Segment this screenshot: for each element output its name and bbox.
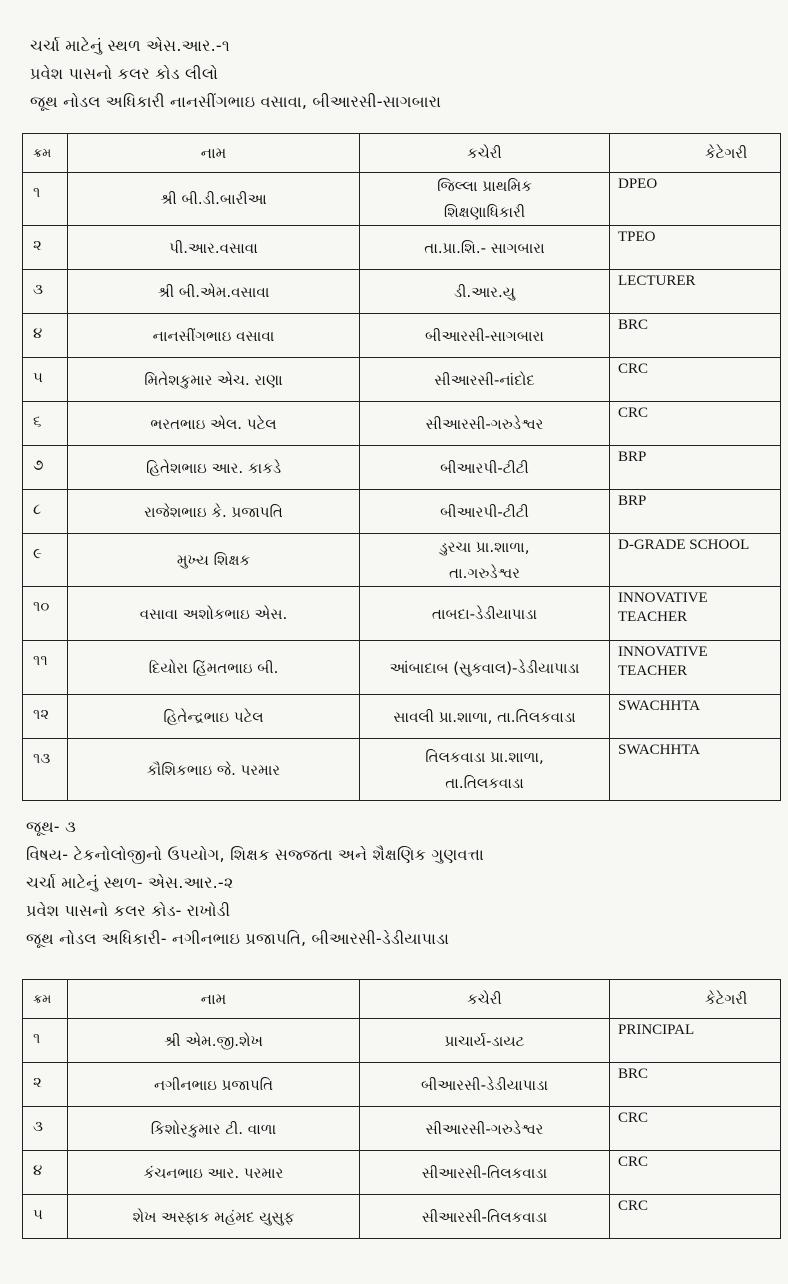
table-header-row bbox=[23, 980, 781, 1019]
row-name: રાજેશભાઇ કે. પ્રજાપતિ bbox=[68, 490, 360, 534]
row-name: મુખ્ય શિક્ષક bbox=[68, 534, 360, 587]
row-category: CRC bbox=[610, 1151, 781, 1195]
header-name: નામ bbox=[68, 134, 360, 173]
row-name: હિતેન્દ્રભાઇ પટેલ bbox=[68, 695, 360, 739]
row-category: BRP bbox=[610, 446, 781, 490]
participants-table-1 bbox=[22, 133, 781, 801]
row-category: INNOVATIVE TEACHER bbox=[610, 641, 781, 695]
table-row bbox=[23, 1195, 781, 1239]
header-office: કચેરી bbox=[360, 134, 610, 173]
row-number: ૮ bbox=[23, 490, 68, 534]
table-row bbox=[23, 173, 781, 226]
row-category: CRC bbox=[610, 402, 781, 446]
row-office: સીઆરસી-તિલકવાડા bbox=[360, 1151, 610, 1195]
row-number: ૫ bbox=[23, 358, 68, 402]
row-office: સીઆરસી-ગરુડેશ્વર bbox=[360, 402, 610, 446]
row-name: શેખ અસ્ફાક મહંમદ યુસુફ bbox=[68, 1195, 360, 1239]
row-number: ૯ bbox=[23, 534, 68, 587]
row-name: ભરતભાઇ એલ. પટેલ bbox=[68, 402, 360, 446]
row-office: સીઆરસી-ગરુડેશ્વર bbox=[360, 1107, 610, 1151]
row-office: બીઆરપી-ટીટી bbox=[360, 490, 610, 534]
row-office: તા.પ્રા.શિ.- સાગબારા bbox=[360, 226, 610, 270]
nodal-officer-line-2: જૂથ નોડલ અધિકારી- નગીનભાઇ પ્રજાપતિ, બીઆરસી-ડેડીયાપાડા bbox=[26, 929, 450, 948]
pass-color-line-1: પ્રવેશ પાસનો કલર કોડ લીલો bbox=[30, 64, 219, 83]
table-row bbox=[23, 1019, 781, 1063]
row-name: કિશોરકુમાર ટી. વાળા bbox=[68, 1107, 360, 1151]
row-office: બીઆરસી-ડેડીયાપાડા bbox=[360, 1063, 610, 1107]
table-row bbox=[23, 1151, 781, 1195]
row-office: સાવલી પ્રા.શાળા, તા.તિલકવાડા bbox=[360, 695, 610, 739]
nodal-officer-line-1: જૂથ નોડલ અધિકારી નાનસીંગભાઇ વસાવા, બીઆરસી-સાગબારા bbox=[30, 92, 442, 111]
row-name: વસાવા અશોકભાઇ એસ. bbox=[68, 587, 360, 641]
table-row bbox=[23, 446, 781, 490]
row-number: ૨ bbox=[23, 1063, 68, 1107]
row-office: બીઆરસી-સાગબારા bbox=[360, 314, 610, 358]
table-row bbox=[23, 1063, 781, 1107]
row-category: SWACHHTA bbox=[610, 695, 781, 739]
header-category: કેટેગરી bbox=[610, 134, 781, 173]
row-number: ૧૦ bbox=[23, 587, 68, 641]
row-number: ૪ bbox=[23, 314, 68, 358]
row-category: INNOVATIVE TEACHER bbox=[610, 587, 781, 641]
pass-color-line-2: પ્રવેશ પાસનો કલર કોડ- રાખોડી bbox=[26, 901, 231, 920]
table-row bbox=[23, 314, 781, 358]
row-category: SWACHHTA bbox=[610, 739, 781, 801]
group-line: જૂથ- ૩ bbox=[26, 817, 76, 836]
row-office: સીઆરસી-તિલકવાડા bbox=[360, 1195, 610, 1239]
row-category: CRC bbox=[610, 1195, 781, 1239]
table-row bbox=[23, 270, 781, 314]
row-number: ૨ bbox=[23, 226, 68, 270]
header-num: ક્રમ bbox=[23, 134, 68, 173]
row-office: તિલકવાડા પ્રા.શાળા, તા.તિલકવાડા bbox=[360, 739, 610, 801]
row-name: શ્રી બી.એમ.વસાવા bbox=[68, 270, 360, 314]
subject-line: વિષય- ટેકનોલોજીનો ઉપયોગ, શિક્ષક સજ્જતા અને શૈક્ષણિક ગુણવત્તા bbox=[26, 845, 484, 864]
row-category: D-GRADE SCHOOL bbox=[610, 534, 781, 587]
row-number: ૧ bbox=[23, 173, 68, 226]
row-name: નાનસીંગભાઇ વસાવા bbox=[68, 314, 360, 358]
header-office: કચેરી bbox=[360, 980, 610, 1019]
row-office: ડુરચા પ્રા.શાળા, તા.ગરુડેશ્વર bbox=[360, 534, 610, 587]
table-header-row bbox=[23, 134, 781, 173]
row-category: CRC bbox=[610, 358, 781, 402]
row-number: ૩ bbox=[23, 1107, 68, 1151]
row-category: BRC bbox=[610, 1063, 781, 1107]
table-row bbox=[23, 587, 781, 641]
row-number: ૧૨ bbox=[23, 695, 68, 739]
venue-line-2: ચર્ચા માટેનું સ્થળ- એસ.આર.-૨ bbox=[26, 873, 234, 892]
row-office: ડી.આર.યુ bbox=[360, 270, 610, 314]
table-row bbox=[23, 402, 781, 446]
table-row bbox=[23, 358, 781, 402]
row-number: ૩ bbox=[23, 270, 68, 314]
venue-line-1: ચર્ચા માટેનું સ્થળ એસ.આર.-૧ bbox=[30, 36, 230, 55]
table-row bbox=[23, 490, 781, 534]
table-row bbox=[23, 226, 781, 270]
table-row bbox=[23, 1107, 781, 1151]
row-number: ૪ bbox=[23, 1151, 68, 1195]
row-name: કૌશિકભાઇ જે. પરમાર bbox=[68, 739, 360, 801]
row-category: CRC bbox=[610, 1107, 781, 1151]
row-number: ૧ bbox=[23, 1019, 68, 1063]
table-row bbox=[23, 695, 781, 739]
row-office: તાબદા-ડેડીયાપાડા bbox=[360, 587, 610, 641]
row-name: નગીનભાઇ પ્રજાપતિ bbox=[68, 1063, 360, 1107]
row-number: ૬ bbox=[23, 402, 68, 446]
row-office: જિલ્લા પ્રાથમિક શિક્ષણાધિકારી bbox=[360, 173, 610, 226]
row-name: કંચનભાઇ આર. પરમાર bbox=[68, 1151, 360, 1195]
header-name: નામ bbox=[68, 980, 360, 1019]
row-category: BRC bbox=[610, 314, 781, 358]
row-category: PRINCIPAL bbox=[610, 1019, 781, 1063]
table-row bbox=[23, 739, 781, 801]
row-category: LECTURER bbox=[610, 270, 781, 314]
table-row bbox=[23, 641, 781, 695]
header-category: કેટેગરી bbox=[610, 980, 781, 1019]
row-category: BRP bbox=[610, 490, 781, 534]
header-num: ક્રમ bbox=[23, 980, 68, 1019]
row-number: ૭ bbox=[23, 446, 68, 490]
row-name: શ્રી બી.ડી.બારીઆ bbox=[68, 173, 360, 226]
row-office: પ્રાચાર્ય-ડાયટ bbox=[360, 1019, 610, 1063]
row-name: હિતેશભાઇ આર. કાકડે bbox=[68, 446, 360, 490]
row-office: બીઆરપી-ટીટી bbox=[360, 446, 610, 490]
participants-table-2 bbox=[22, 979, 781, 1239]
row-name: શ્રી એમ.જી.શેખ bbox=[68, 1019, 360, 1063]
row-number: ૧૩ bbox=[23, 739, 68, 801]
row-office: સીઆરસી-નાંદોદ bbox=[360, 358, 610, 402]
row-number: ૧૧ bbox=[23, 641, 68, 695]
row-category: DPEO bbox=[610, 173, 781, 226]
row-name: મિતેશકુમાર એચ. રાણા bbox=[68, 358, 360, 402]
row-category: TPEO bbox=[610, 226, 781, 270]
row-number: ૫ bbox=[23, 1195, 68, 1239]
row-name: દિયોરા હિંમતભાઇ બી. bbox=[68, 641, 360, 695]
row-name: પી.આર.વસાવા bbox=[68, 226, 360, 270]
table-row bbox=[23, 534, 781, 587]
row-office: આંબાદાબ (સુકવાલ)-ડેડીયાપાડા bbox=[360, 641, 610, 695]
